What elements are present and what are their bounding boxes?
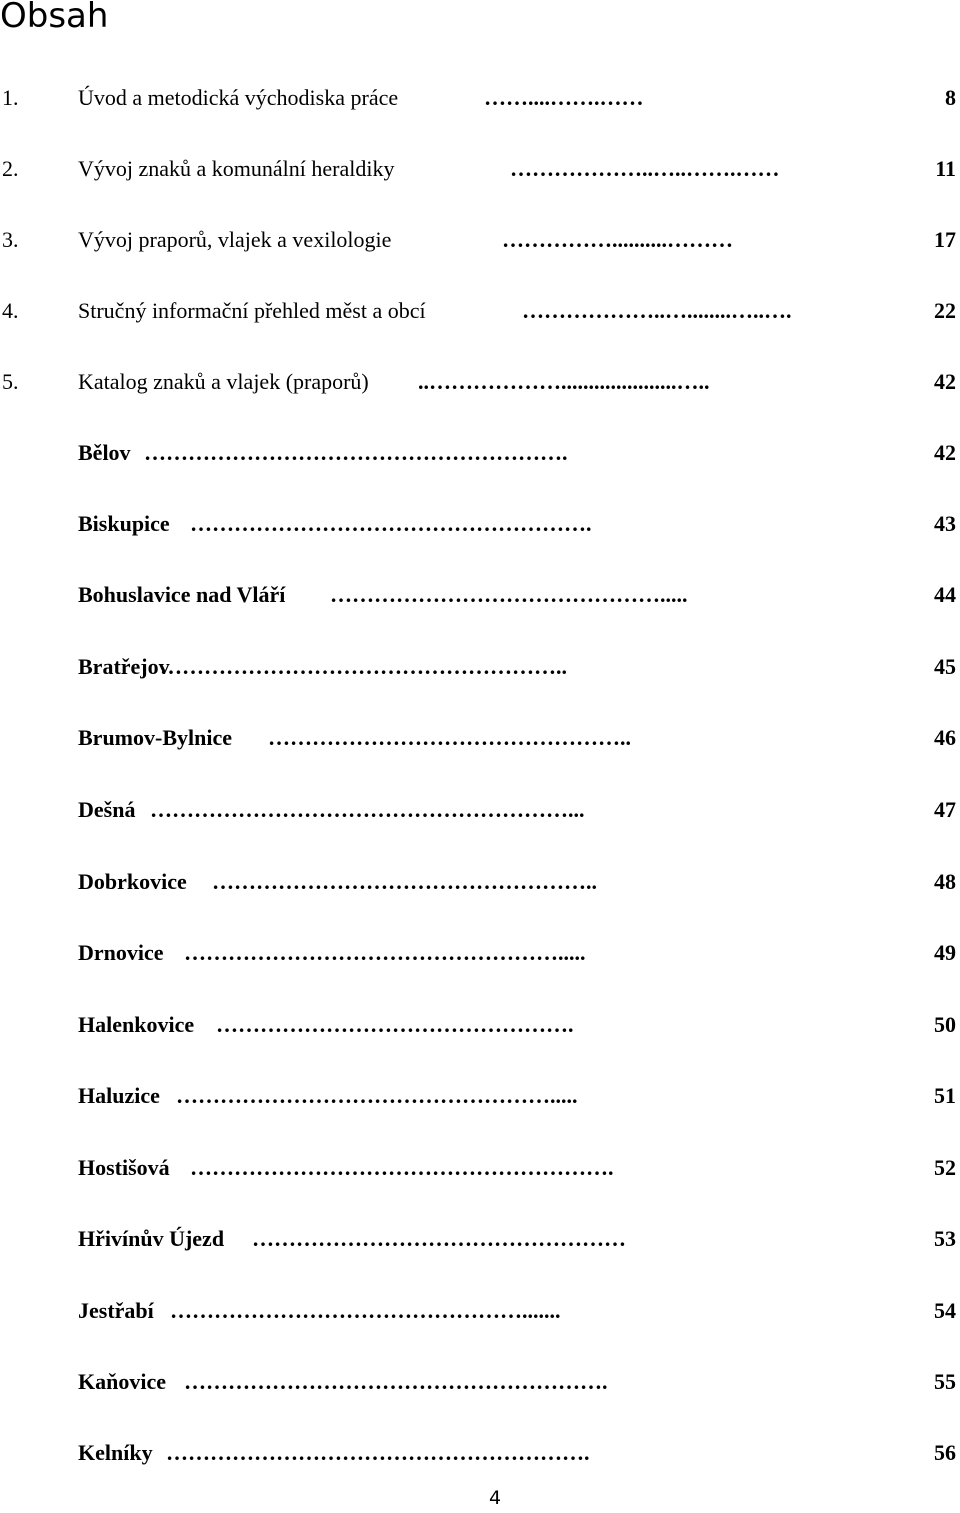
chapter-title: Stručný informační přehled měst a obcí (78, 298, 426, 323)
entry-page-number: 50 (934, 1012, 956, 1037)
toc-chapter-row[interactable] (0, 367, 960, 397)
page-heading: Obsah (0, 0, 109, 36)
toc-entry-row[interactable] (0, 723, 960, 753)
toc-entry-row[interactable] (0, 1153, 960, 1183)
dot-leader: ………………………………………….. (268, 725, 631, 750)
chapter-page-number: 42 (934, 369, 956, 394)
toc-entry-row[interactable] (0, 438, 960, 468)
toc-chapter-row[interactable] (0, 225, 960, 255)
chapter-title: Úvod a metodická východiska práce (78, 85, 399, 110)
toc-entry-row[interactable] (0, 938, 960, 968)
dot-leader: ………………………………………..... (330, 582, 688, 607)
dot-leader: ………………..…........…..…. (522, 298, 792, 323)
entry-title: Hostišová (78, 1155, 170, 1180)
dot-leader: …………………………………………………. (190, 1155, 614, 1180)
chapter-page-number: 11 (935, 156, 956, 181)
entry-page-number: 44 (934, 582, 956, 607)
toc-entry-row[interactable] (0, 580, 960, 610)
entry-title: Bělov (78, 440, 131, 465)
dot-leader: ……………………………………………..... (184, 940, 586, 965)
entry-page-number: 52 (934, 1155, 956, 1180)
chapter-number: 3. (2, 227, 19, 252)
entry-page-number: 55 (934, 1369, 956, 1394)
toc-entry-row[interactable] (0, 509, 960, 539)
chapter-page-number: 22 (934, 298, 956, 323)
toc-entry-row[interactable] (0, 1224, 960, 1254)
toc-chapter-row[interactable] (0, 296, 960, 326)
toc-entry-row[interactable] (0, 795, 960, 825)
dot-leader: ………………………………………………. (190, 511, 592, 536)
dot-leader: …………………………………………….. (212, 869, 597, 894)
entry-page-number: 48 (934, 869, 956, 894)
chapter-title: Vývoj praporů, vlajek a vexilologie (78, 227, 392, 252)
dot-leader: …………………………………………....... (170, 1298, 561, 1323)
entry-title: Jestřabí (78, 1298, 154, 1323)
entry-title: Kaňovice (78, 1369, 166, 1394)
entry-page-number: 47 (934, 797, 956, 822)
chapter-page-number: 17 (934, 227, 956, 252)
dot-leader: ……....…….…… (484, 85, 644, 110)
dot-leader: ……………..........……… (502, 227, 733, 252)
dot-leader: …………………………………………………... (150, 797, 585, 822)
entry-title: Dešná (78, 797, 136, 822)
entry-page-number: 53 (934, 1226, 956, 1251)
entry-title: Hřivínův Újezd (78, 1226, 225, 1251)
chapter-number: 5. (2, 369, 19, 394)
toc-entry-row[interactable] (0, 867, 960, 897)
entry-title: Drnovice (78, 940, 164, 965)
toc-entry-row[interactable] (0, 652, 960, 682)
dot-leader: ………………..…..…….…… (510, 156, 780, 181)
chapter-title: Vývoj znaků a komunální heraldiky (78, 156, 395, 181)
entry-page-number: 45 (934, 654, 956, 679)
entry-title: Bratřejov (78, 654, 170, 679)
toc-entry-row[interactable] (0, 1010, 960, 1040)
entry-page-number: 49 (934, 940, 956, 965)
dot-leader: ..……………….....................….. (418, 369, 710, 394)
dot-leader: …………………………………………. (216, 1012, 574, 1037)
entry-page-number: 43 (934, 511, 956, 536)
entry-title: Halenkovice (78, 1012, 195, 1037)
entry-title: Brumov-Bylnice (78, 725, 232, 750)
chapter-title: Katalog znaků a vlajek (praporů) (78, 369, 369, 394)
chapter-page-number: 8 (945, 85, 956, 110)
toc-entry-row[interactable] (0, 1438, 960, 1468)
toc-entry-row[interactable] (0, 1081, 960, 1111)
entry-title: Bohuslavice nad Vláří (78, 582, 286, 607)
dot-leader: …………………………………………………. (166, 1440, 590, 1465)
dot-leader: …………………………………………… (252, 1226, 626, 1251)
entry-title: Haluzice (78, 1083, 160, 1108)
page-number: 4 (488, 1487, 502, 1509)
chapter-number: 2. (2, 156, 19, 181)
chapter-number: 1. (2, 85, 19, 110)
entry-page-number: 46 (934, 725, 956, 750)
dot-leader: …………………………………………………. (144, 440, 568, 465)
entry-page-number: 56 (934, 1440, 956, 1465)
entry-title: Kelníky (78, 1440, 153, 1465)
toc-entry-row[interactable] (0, 1367, 960, 1397)
entry-title: Biskupice (78, 511, 170, 536)
entry-page-number: 42 (934, 440, 956, 465)
dot-leader: ……………………………………………..... (176, 1083, 578, 1108)
dot-leader: …………………………………………………. (184, 1369, 608, 1394)
entry-page-number: 54 (934, 1298, 956, 1323)
toc-entry-row[interactable] (0, 1296, 960, 1326)
entry-title: Dobrkovice (78, 869, 187, 894)
entry-page-number: 51 (934, 1083, 956, 1108)
chapter-number: 4. (2, 298, 19, 323)
toc-chapter-row[interactable] (0, 154, 960, 184)
toc-chapter-row[interactable] (0, 83, 960, 113)
dot-leader: ……………………………………………….. (160, 654, 567, 679)
